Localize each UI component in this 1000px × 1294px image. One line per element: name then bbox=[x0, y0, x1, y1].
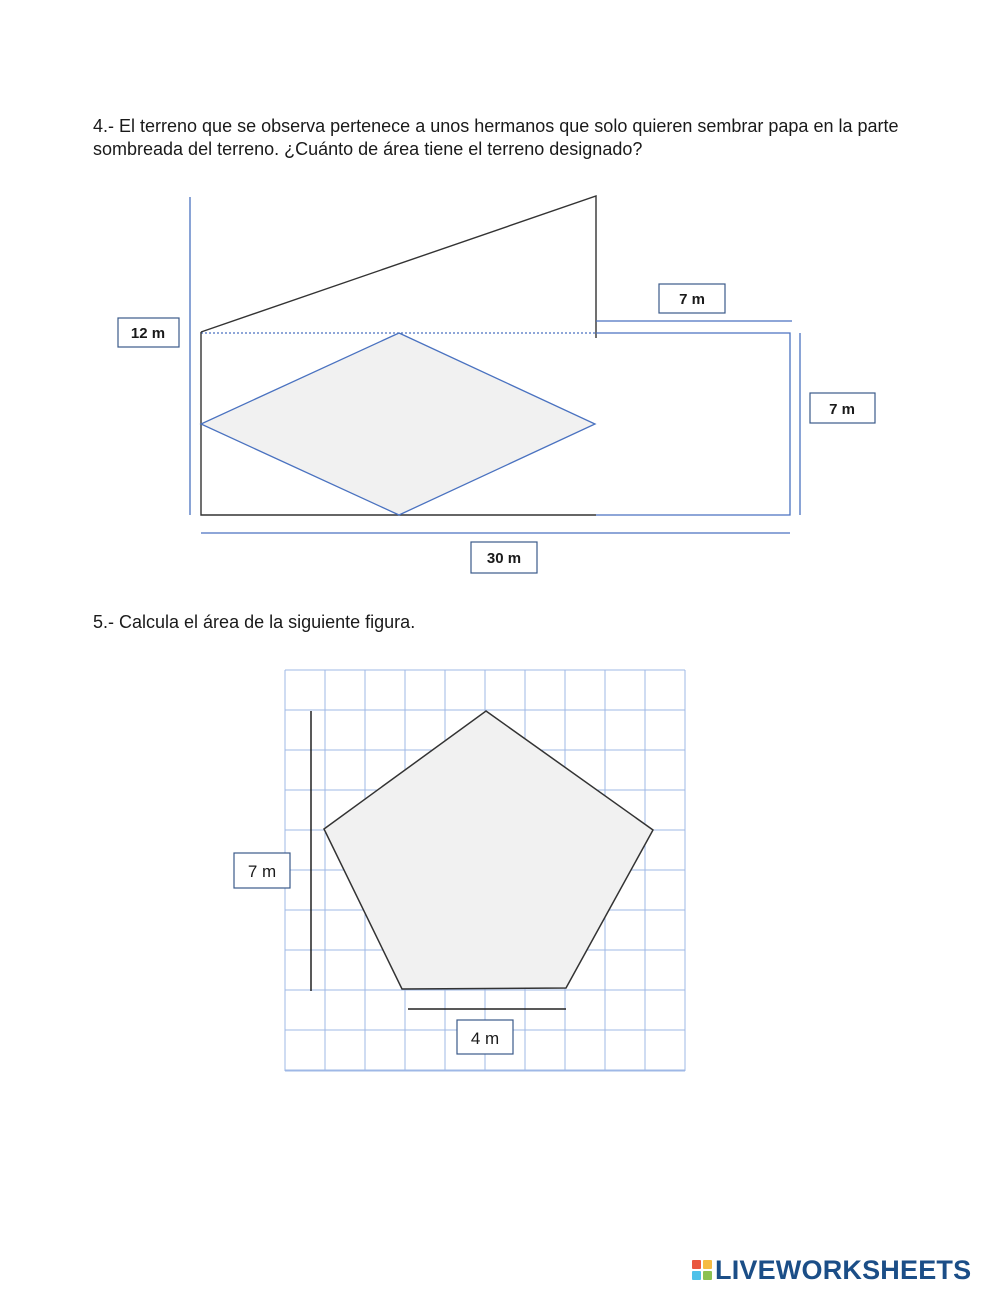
question-5-text: 5.- Calcula el área de la siguiente figura. bbox=[93, 612, 416, 632]
bottom-width-label: 30 m bbox=[486, 550, 522, 567]
base-label: 4 m bbox=[470, 1029, 500, 1048]
liveworksheets-logo bbox=[692, 1256, 971, 1284]
question-4-text: 4.- El terreno que se observa pertenece a unos hermanos que solo quieren sembrar papa en la parte sombreada del terreno. ¿Cuánto de área tiene el terreno designado? bbox=[93, 116, 899, 159]
logo-brand-text: LIVEWORKSHEETS bbox=[715, 1254, 972, 1285]
liveworksheets-blocks-icon bbox=[692, 1260, 712, 1280]
top-right-label: 7 m bbox=[679, 291, 705, 308]
left-height-label: 12 m bbox=[130, 325, 166, 342]
height-label: 7 m bbox=[247, 862, 277, 881]
shaded-pentagon bbox=[324, 711, 653, 989]
right-height-label: 7 m bbox=[829, 401, 855, 418]
